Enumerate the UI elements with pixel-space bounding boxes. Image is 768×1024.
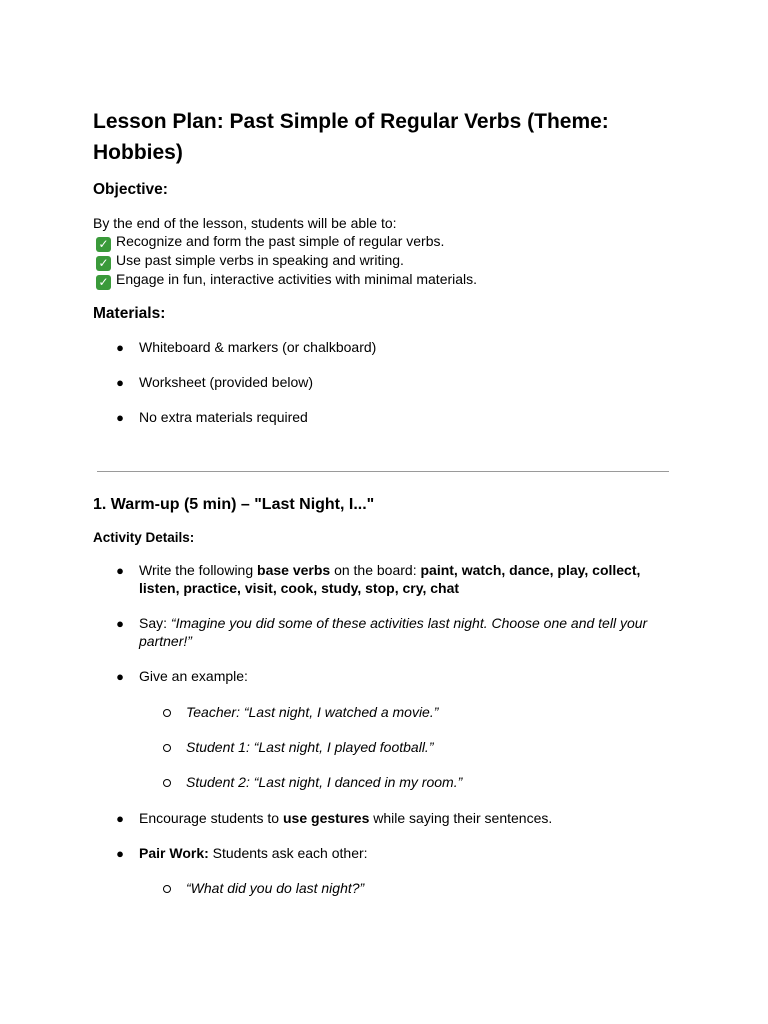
bullet-icon: ● bbox=[116, 616, 124, 631]
materials-heading: Materials: bbox=[93, 305, 166, 322]
bullet-icon: ● bbox=[116, 375, 124, 390]
objective-item: ✓ Engage in fun, interactive activities with minimal materials. bbox=[93, 271, 477, 290]
objective-heading: Objective: bbox=[93, 181, 168, 198]
check-mark-icon: ✓ bbox=[96, 256, 111, 271]
objective-intro: By the end of the lesson, students will be able to: bbox=[93, 215, 397, 231]
bullet-icon: ● bbox=[116, 410, 124, 425]
hollow-bullet-icon bbox=[163, 709, 171, 717]
warmup-heading: 1. Warm-up (5 min) – "Last Night, I..." bbox=[93, 496, 375, 513]
page-title: Lesson Plan: Past Simple of Regular Verbs (Theme: Hobbies) bbox=[93, 110, 609, 164]
bullet-icon: ● bbox=[116, 340, 124, 355]
objective-list bbox=[93, 233, 477, 290]
hollow-bullet-icon bbox=[163, 744, 171, 752]
activity-details-label: Activity Details: bbox=[93, 530, 195, 545]
hollow-bullet-icon bbox=[163, 779, 171, 787]
hollow-bullet-icon bbox=[163, 885, 171, 893]
bullet-icon: ● bbox=[116, 846, 124, 861]
objective-item: ✓ Recognize and form the past simple of regular verbs. bbox=[93, 233, 477, 252]
check-mark-icon: ✓ bbox=[96, 237, 111, 252]
check-mark-icon: ✓ bbox=[96, 275, 111, 290]
objective-item: ✓ Use past simple verbs in speaking and writing. bbox=[93, 252, 477, 271]
bullet-icon: ● bbox=[116, 563, 124, 578]
bullet-icon: ● bbox=[116, 669, 124, 684]
section-divider bbox=[97, 471, 669, 472]
bullet-icon: ● bbox=[116, 811, 124, 826]
